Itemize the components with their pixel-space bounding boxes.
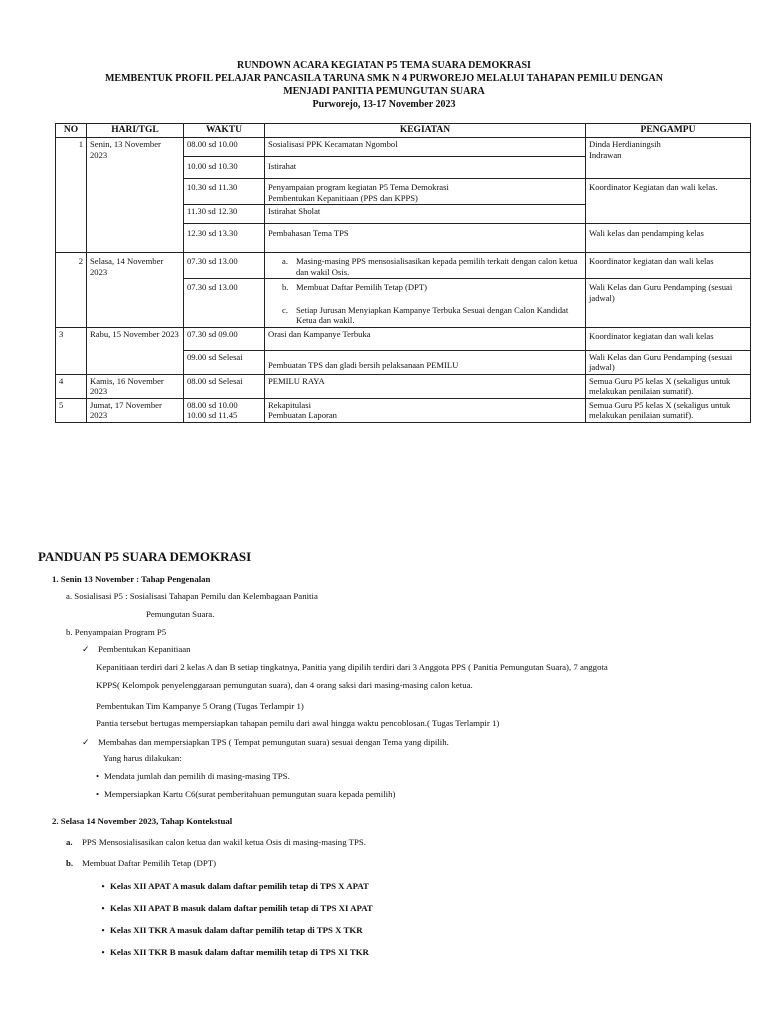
- cell-hari: Kamis, 16 November 2023: [87, 374, 184, 398]
- cell-pengampu: Koordinator kegiatan dan wali kelas: [586, 327, 751, 350]
- item-text: Setiap Jurusan Menyiapkan Kampanye Terbuka Sesuai dengan Calon Kandidat Ketua dan wakil.: [296, 304, 569, 325]
- checklist-text: Pembentukan Kepanitiaan: [98, 644, 191, 654]
- list-item: [66, 836, 366, 848]
- item-text: Membuat Daftar Pemilih Tetap (DPT): [296, 282, 427, 292]
- doc-subtitle: MEMBENTUK PROFIL PELAJAR PANCASILA TARUNA SMK N 4 PURWOREJO MELALUI TAHAPAN PEMILU DENGAN: [104, 73, 663, 84]
- item-text: PPS Mensosialisasikan calon ketua dan wakil ketua Osis di masing-masing TPS.: [82, 837, 367, 847]
- cell-no: 2: [56, 253, 87, 328]
- item-marker: c.: [282, 304, 288, 315]
- cell-waktu: 07.30 sd 13.00: [184, 279, 265, 328]
- paragraph: Kepanitiaan terdiri dari 2 kelas A dan B setiap tingkatnya, Panitia yang dipilih terdiri dari 3 Anggota PPS ( Panitia Pemungutan Suara), 7 anggota: [96, 662, 608, 672]
- bullet-item: [96, 902, 373, 914]
- bullet-icon: •: [101, 947, 105, 957]
- cell-kegiatan: Istirahat: [265, 157, 586, 179]
- cell-hari: Rabu, 15 November 2023: [87, 327, 184, 374]
- cell-waktu: 12.30 sd 13.30: [184, 224, 265, 253]
- bullet-text: Kelas XII APAT B masuk dalam daftar pemilih tetap di TPS XI APAT: [110, 903, 373, 913]
- list-item-continued: Pemungutan Suara.: [146, 609, 215, 619]
- checklist-text: Membahas dan mempersiapkan TPS ( Tempat pemungutan suara) sesuai dengan Tema yang dipilih.: [98, 737, 449, 747]
- item-marker: a.: [282, 256, 288, 266]
- list-item: a. Sosialisasi P5 : Sosialisasi Tahapan Pemilu dan Kelembagaan Panitia: [66, 591, 318, 601]
- bullet-text: Mempersiapkan Kartu C6(surat pemberitahuan pemungutan suara kepada pemilih): [104, 789, 396, 799]
- cell-kegiatan: PEMILU RAYA: [265, 374, 586, 398]
- check-icon: ✓: [82, 737, 90, 747]
- table-row: [56, 398, 751, 422]
- list-item: [66, 857, 216, 869]
- item-text: Masing-masing PPS mensosialisasikan kepada pemilih terkait dengan calon ketua dan wakil Osis.: [296, 256, 578, 277]
- cell-no: 5: [56, 398, 87, 422]
- paragraph: Pantia tersebut bertugas mempersiapkan tahapan pemilu dari awal hingga waktu pencoblosan.( Tugas Terlampir 1): [96, 718, 500, 728]
- cell-waktu: [184, 398, 265, 422]
- cell-no: 3: [56, 327, 87, 374]
- cell-kegiatan: [265, 253, 586, 279]
- pengampu-name: Indrawan: [589, 149, 622, 160]
- cell-kegiatan: [265, 398, 586, 422]
- cell-hari: Senin, 13 November 2023: [87, 138, 184, 253]
- cell-kegiatan: Sosialisasi PPK Kecamatan Ngombol: [265, 138, 586, 157]
- kegiatan-item: [282, 305, 582, 326]
- table-row: [56, 374, 751, 398]
- cell-waktu: 10.30 sd 11.30: [184, 179, 265, 205]
- waktu-line: 10.00 sd 11.45: [187, 410, 238, 420]
- kegiatan-item: [282, 282, 582, 293]
- cell-pengampu: Semua Guru P5 kelas X (sekaligus untuk melakukan penilaian sumatif).: [586, 374, 751, 398]
- col-header-waktu: WAKTU: [184, 124, 265, 138]
- doc-title: RUNDOWN ACARA KEGIATAN P5 TEMA SUARA DEMOKRASI: [237, 60, 531, 71]
- kegiatan-line: Penyampaian program kegiatan P5 Tema Demokrasi: [268, 182, 449, 192]
- cell-pengampu: [586, 138, 751, 179]
- cell-waktu: 09.00 sd Selesai: [184, 350, 265, 374]
- item-marker: a.: [66, 837, 73, 847]
- doc-subtitle-2: MENJADI PANITIA PEMUNGUTAN SUARA: [283, 86, 485, 97]
- cell-hari: Jumat, 17 November 2023: [87, 398, 184, 422]
- table-row: [56, 138, 751, 157]
- bullet-icon: •: [101, 925, 105, 935]
- bullet-item: [96, 770, 290, 782]
- bullet-icon: •: [101, 881, 105, 891]
- rundown-table: [55, 123, 751, 423]
- col-header-kegiatan: KEGIATAN: [265, 124, 586, 138]
- bullet-icon: •: [96, 771, 100, 781]
- cell-hari: Selasa, 14 November 2023: [87, 253, 184, 328]
- kegiatan-line: Pembentukan Kepanitiaan (PPS dan KPPS): [268, 192, 418, 203]
- table-row: [56, 253, 751, 279]
- kegiatan-item: [282, 256, 582, 277]
- kegiatan-line: Rekapitulasi: [268, 399, 311, 410]
- col-header-no: NO: [56, 124, 87, 138]
- bullet-item: [96, 924, 363, 936]
- cell-pengampu: Koordinator Kegiatan dan wali kelas.: [586, 179, 751, 224]
- checklist-item: [82, 643, 191, 655]
- cell-pengampu: Wali kelas dan pendamping kelas: [586, 224, 751, 253]
- item-marker: b.: [282, 282, 289, 292]
- checklist-item: [82, 736, 449, 748]
- paragraph: Yang harus dilakukan:: [103, 753, 182, 763]
- cell-pengampu: Wali Kelas dan Guru Pendamping (sesuai jadwal): [586, 350, 751, 374]
- section-heading: 2. Selasa 14 November 2023, Tahap Kontekstual: [52, 816, 233, 826]
- bullet-item: [96, 880, 369, 892]
- cell-kegiatan: Pembuatan TPS dan gladi bersih pelaksanaan PEMILU: [265, 350, 586, 374]
- cell-kegiatan: Orasi dan Kampanye Terbuka: [265, 327, 586, 350]
- bullet-icon: •: [96, 789, 100, 799]
- bullet-item: [96, 788, 395, 800]
- bullet-text: Kelas XII APAT A masuk dalam daftar pemilih tetap di TPS X APAT: [110, 881, 369, 891]
- cell-waktu: 07.30 sd 13.00: [184, 253, 265, 279]
- cell-no: 1: [56, 138, 87, 253]
- list-item: b. Penyampaian Program P5: [66, 627, 167, 637]
- item-marker: b.: [66, 858, 74, 868]
- cell-waktu: 10.00 sd 10.30: [184, 157, 265, 179]
- cell-kegiatan: [265, 279, 586, 328]
- cell-pengampu: Wali Kelas dan Guru Pendamping (sesuai jadwal): [586, 279, 751, 328]
- cell-kegiatan: Pembahasan Tema TPS: [265, 224, 586, 253]
- cell-waktu: 08.00 sd Selesai: [184, 374, 265, 398]
- bullet-text: Kelas XII TKR B masuk dalam daftar memilih tetap di TPS XI TKR: [110, 947, 369, 957]
- section-heading: 1. Senin 13 November : Tahap Pengenalan: [52, 574, 211, 584]
- cell-kegiatan: [265, 179, 586, 205]
- cell-waktu: 08.00 sd 10.00: [184, 138, 265, 157]
- item-text: Membuat Daftar Pemilih Tetap (DPT): [82, 858, 217, 868]
- paragraph: Pembentukan Tim Kampanye 5 Orang (Tugas Terlampir 1): [96, 701, 304, 711]
- table-row: [56, 327, 751, 350]
- col-header-hari: HARI/TGL: [87, 124, 184, 138]
- pengampu-name: Dinda Herdianingsih: [589, 139, 661, 149]
- bullet-text: Mendata jumlah dan pemilih di masing-masing TPS.: [104, 771, 290, 781]
- panduan-title: PANDUAN P5 SUARA DEMOKRASI: [38, 549, 252, 564]
- cell-waktu: 07.30 sd 09.00: [184, 327, 265, 350]
- cell-no: 4: [56, 374, 87, 398]
- bullet-icon: •: [101, 903, 105, 913]
- cell-waktu: 11.30 sd 12.30: [184, 205, 265, 224]
- bullet-text: Kelas XII TKR A masuk dalam daftar pemilih tetap di TPS X TKR: [110, 925, 363, 935]
- doc-place-date: Purworejo, 13-17 November 2023: [312, 99, 456, 110]
- cell-kegiatan: Istirahat Sholat: [265, 205, 586, 224]
- waktu-line: 08.00 sd 10.00: [187, 399, 238, 410]
- cell-pengampu: Semua Guru P5 kelas X (sekaligus untuk melakukan penilaian sumatif).: [586, 398, 751, 422]
- kegiatan-line: Pembuatan Laporan: [268, 410, 337, 420]
- table-header-row: [56, 124, 751, 138]
- check-icon: ✓: [82, 644, 90, 654]
- spacer: [268, 293, 582, 297]
- paragraph: KPPS( Kelompok penyelenggaraan pemungutan suara), dan 4 orang saksi dari masing-masing calon ketua.: [96, 680, 473, 690]
- cell-pengampu: Koordinator kegiatan dan wali kelas: [586, 253, 751, 279]
- bullet-item: [96, 946, 369, 958]
- col-header-pengampu: PENGAMPU: [586, 124, 751, 138]
